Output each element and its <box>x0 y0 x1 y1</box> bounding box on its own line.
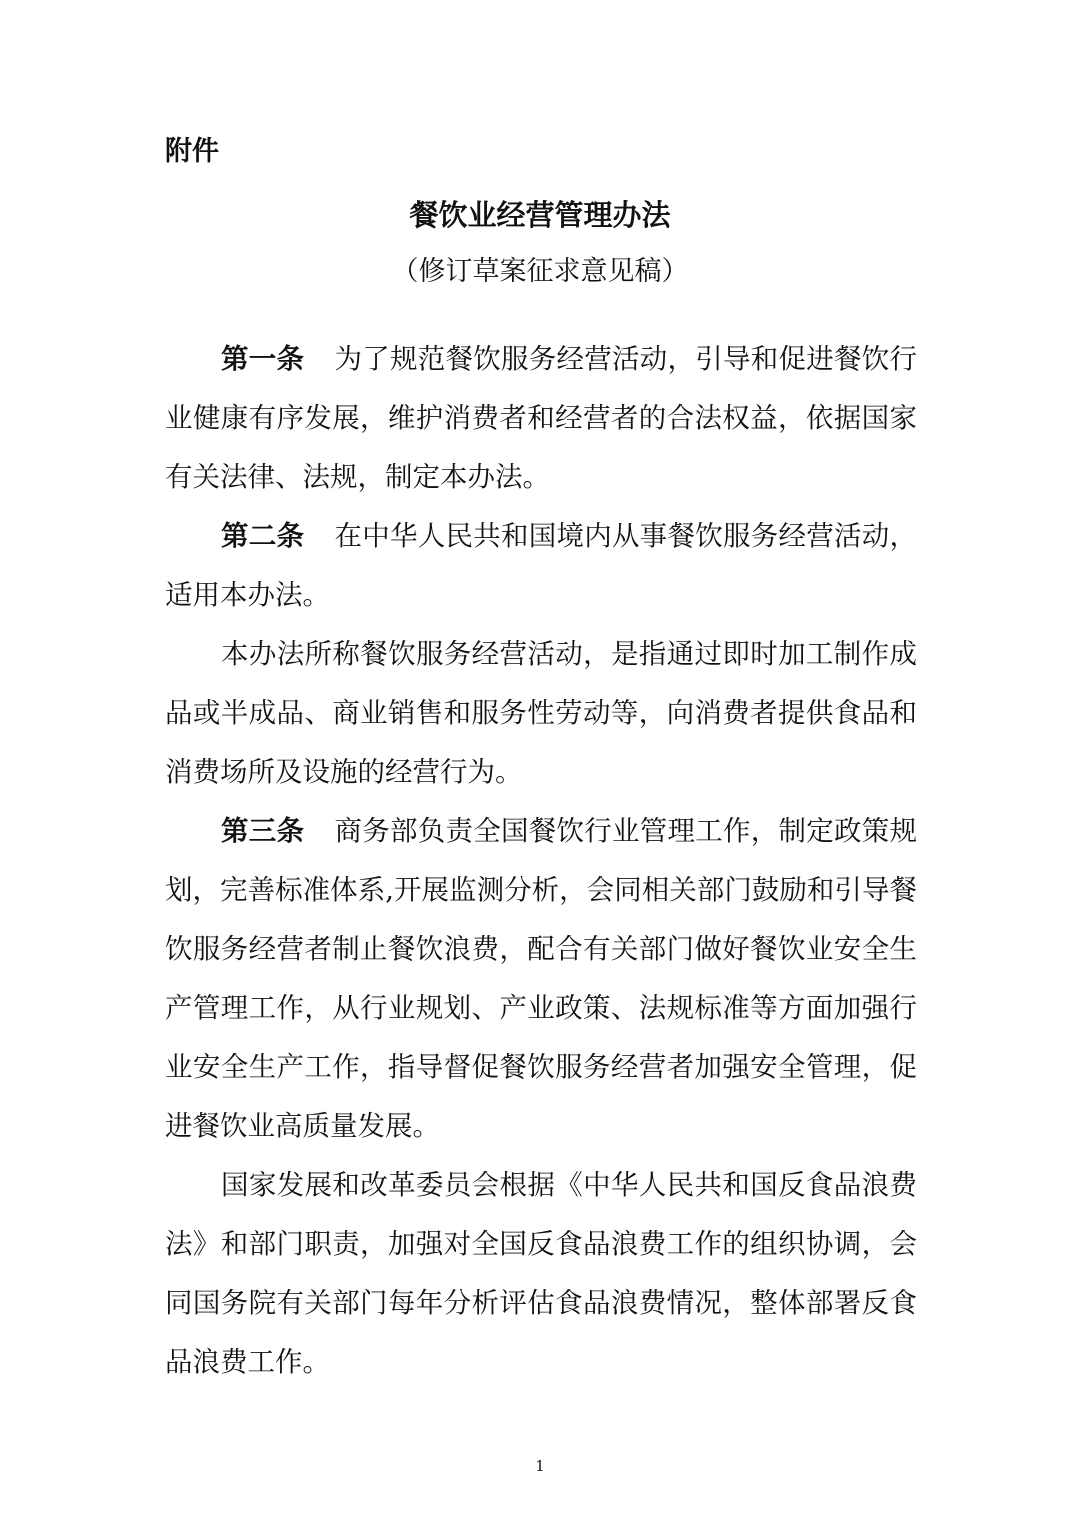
article-2-continuation: 本办法所称餐饮服务经营活动，是指通过即时加工制作成品或半成品、商业销售和服务性劳动等，向消费者提供食品和消费场所及设施的经营行为。 <box>165 638 917 788</box>
article-3-text: 商务部负责全国餐饮行业管理工作，制定政策规划，完善标准体系,开展监测分析，会同相关部门鼓励和引导餐饮服务经营者制止餐饮浪费，配合有关部门做好餐饮业安全生产管理工作，从行业规划、产业政策、法规标准等方面加强行业安全生产工作，指导督促餐饮服务经营者加强安全管理，促进餐饮业高质量发展。 <box>165 815 917 1142</box>
article-2-number: 第二条 <box>221 520 305 552</box>
document-title: 餐饮业经营管理办法 <box>409 198 671 232</box>
article-3-number: 第三条 <box>221 815 305 847</box>
article-1-text: 为了规范餐饮服务经营活动，引导和促进餐饮行业健康有序发展，维护消费者和经营者的合法权益，依据国家有关法律、法规，制定本办法。 <box>165 343 917 493</box>
document-body <box>165 330 917 1392</box>
article-3-continuation: 国家发展和改革委员会根据《中华人民共和国反食品浪费法》和部门职责，加强对全国反食品浪费工作的组织协调，会同国务院有关部门每年分析评估食品浪费情况，整体部署反食品浪费工作。 <box>165 1169 917 1378</box>
article-1-number: 第一条 <box>221 343 305 375</box>
document-subtitle: （修订草案征求意见稿） <box>391 256 689 287</box>
page-number: 1 <box>535 1457 545 1475</box>
article-1-paragraph <box>165 330 917 507</box>
article-3-paragraph <box>165 802 917 1156</box>
attachment-label: 附件 <box>165 136 219 167</box>
article-2-text: 在中华人民共和国境内从事餐饮服务经营活动，适用本办法。 <box>165 520 917 611</box>
article-2-paragraph <box>165 507 917 625</box>
